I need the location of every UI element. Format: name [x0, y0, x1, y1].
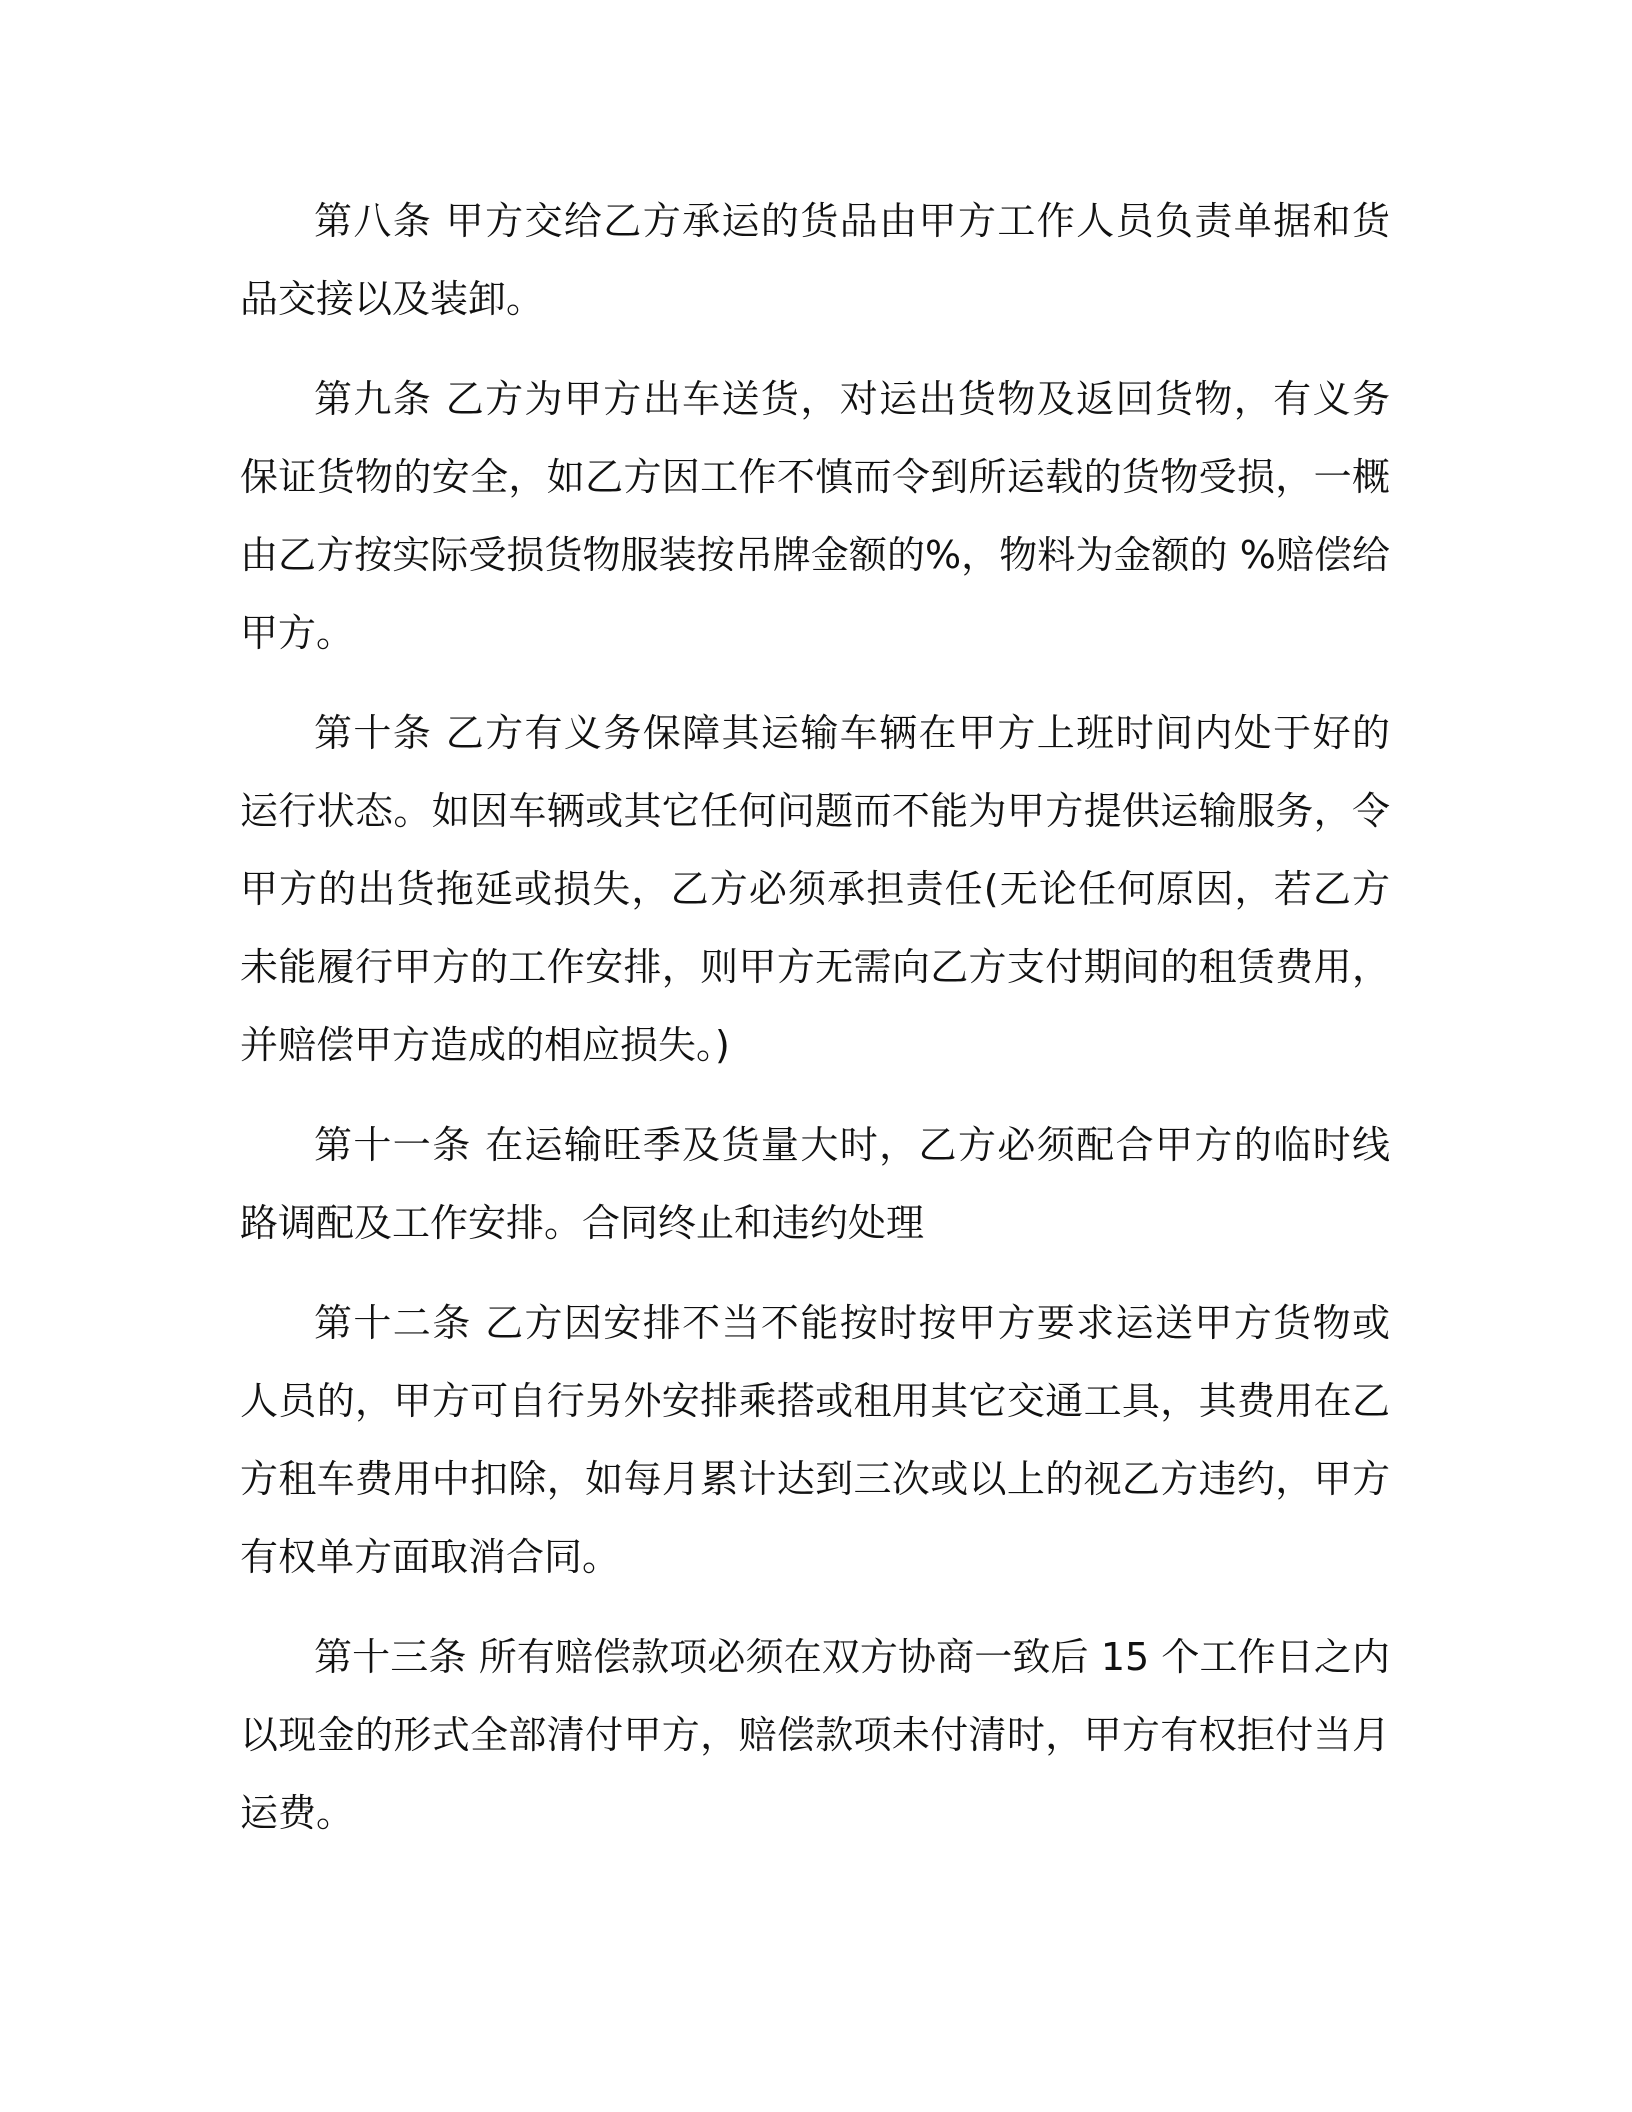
document-page — [240, 182, 1390, 1874]
article-8: 第八条 甲方交给乙方承运的货品由甲方工作人员负责单据和货品交接以及装卸。 — [240, 199, 1390, 321]
article-9: 第九条 乙方为甲方出车送货，对运出货物及返回货物，有义务保证货物的安全，如乙方因工作不慎而令到所运载的货物受损，一概由乙方按实际受损货物服装按吊牌金额的%，物料为金额的 %赔偿给甲方。 — [240, 377, 1390, 655]
article-13: 第十三条 所有赔偿款项必须在双方协商一致后 15 个工作日之内以现金的形式全部清付甲方，赔偿款项未付清时，甲方有权拒付当月运费。 — [240, 1635, 1390, 1835]
article-12: 第十二条 乙方因安排不当不能按时按甲方要求运送甲方货物或人员的，甲方可自行另外安排乘搭或租用其它交通工具，其费用在乙方租车费用中扣除，如每月累计达到三次或以上的视乙方违约，甲方有权单方面取消合同。 — [240, 1301, 1390, 1579]
article-10: 第十条 乙方有义务保障其运输车辆在甲方上班时间内处于好的运行状态。如因车辆或其它任何问题而不能为甲方提供运输服务，令甲方的出货拖延或损失，乙方必须承担责任(无论任何原因，若乙方未能履行甲方的工作安排，则甲方无需向乙方支付期间的租赁费用，并赔偿甲方造成的相应损失。) — [240, 711, 1390, 1067]
article-11: 第十一条 在运输旺季及货量大时，乙方必须配合甲方的临时线路调配及工作安排。合同终止和违约处理 — [240, 1123, 1390, 1245]
